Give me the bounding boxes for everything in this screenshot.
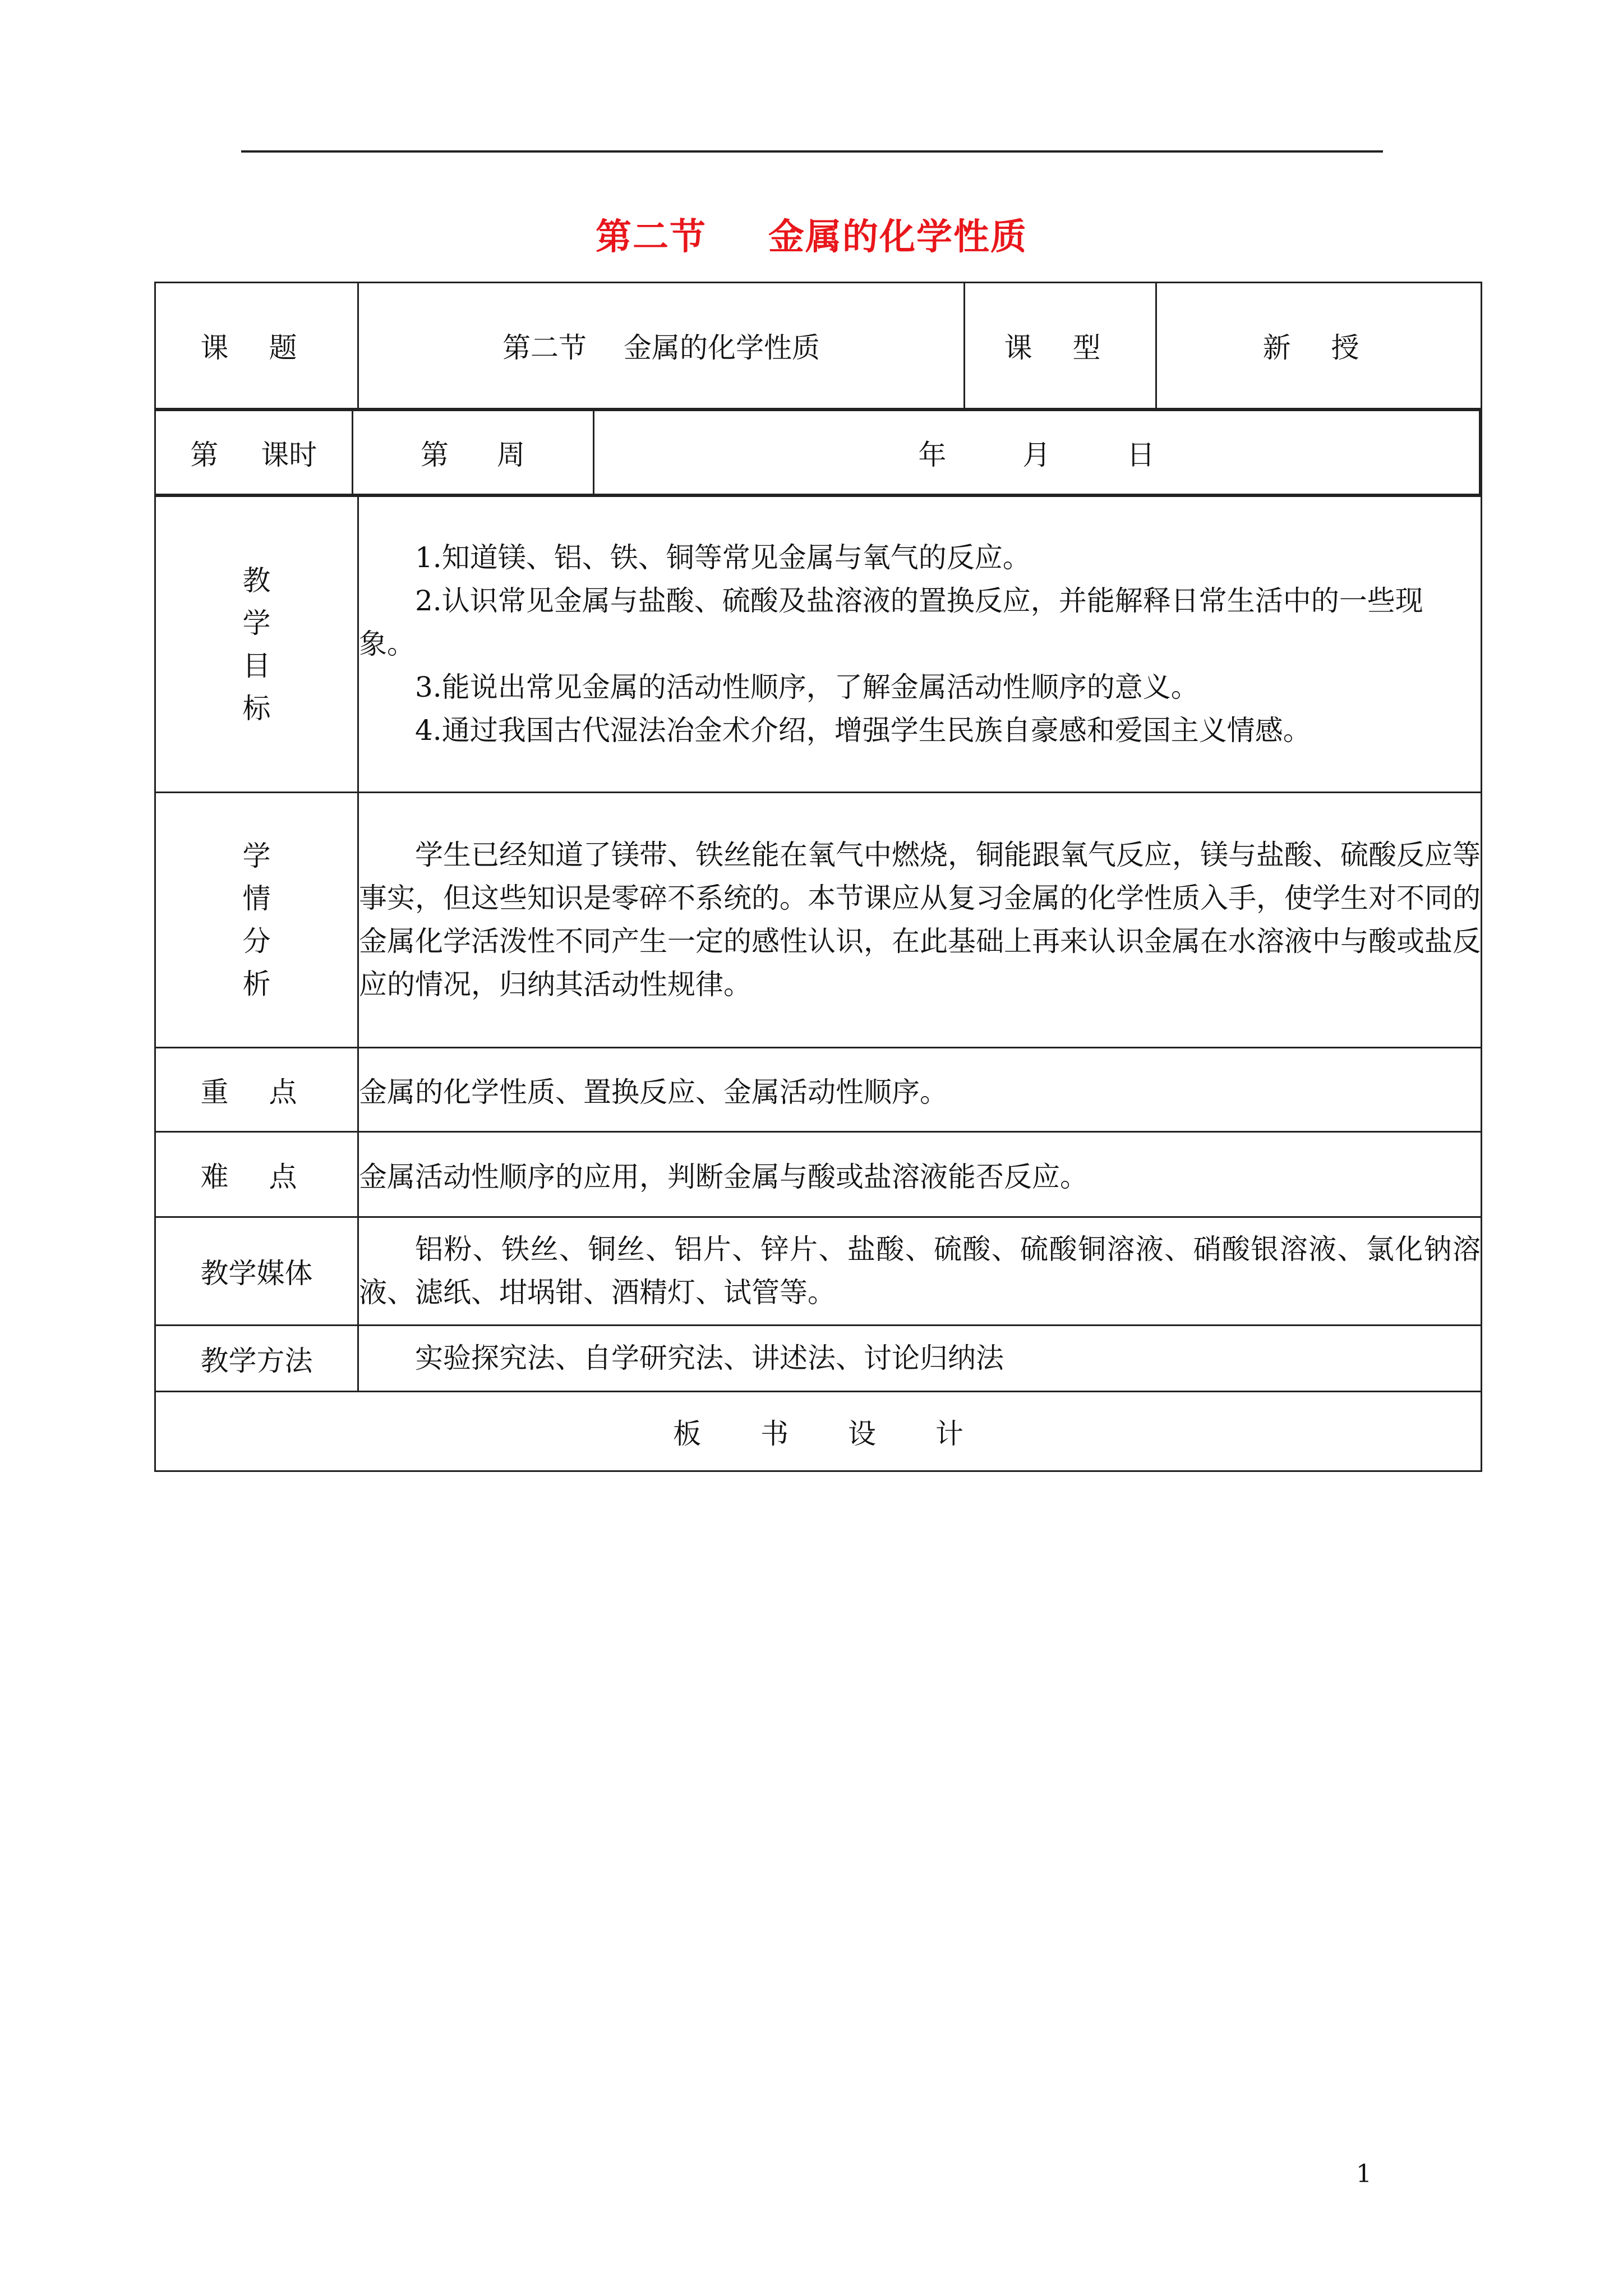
objective-item: 1.知道镁、铝、铁、铜等常见金属与氧气的反应。 [415, 541, 1031, 574]
method-text: 实验探究法、自学研究法、讲述法、讨论归纳法 [415, 1342, 1004, 1374]
header-rule [241, 150, 1383, 153]
row-objectives [155, 496, 1482, 793]
row-key-point [155, 1048, 1482, 1132]
row-difficulty [155, 1132, 1482, 1217]
lesson-type-label: 课 型 [965, 283, 1156, 409]
lesson-type-value: 新 授 [1156, 283, 1482, 409]
row-topic [155, 283, 1482, 409]
analysis-content [358, 793, 1482, 1048]
topic-value: 第二节 金属的化学性质 [358, 283, 965, 409]
schedule-inner [156, 409, 1481, 495]
board-design-label: 板 书 设 计 [155, 1392, 1482, 1471]
title-section: 第二节 [596, 216, 707, 258]
objective-item: 2.认识常见金属与盐酸、硫酸及盐溶液的置换反应，并能解释日常生活中的一些现 [415, 585, 1423, 617]
key-point-text: 金属的化学性质、置换反应、金属活动性顺序。 [358, 1048, 1482, 1132]
analysis-text: 学生已经知道了镁带、铁丝能在氧气中燃烧，铜能跟氧气反应，镁与盐酸、硫酸反应等事实，但这些知识是零碎不系统的。本节课应从复习金属的化学性质入手，使学生对不同的金属化学活泼性不同产生一定的感性认识，在此基础上再来认识金属在水溶液中与酸或盐反应的情况，归纳其活动性规律。 [359, 839, 1481, 1001]
method-content [358, 1326, 1482, 1392]
media-label: 教学媒体 [155, 1217, 358, 1326]
objective-item: 3.能说出常见金属的活动性顺序，了解金属活动性顺序的意义。 [415, 671, 1199, 703]
objectives-content [358, 496, 1482, 793]
analysis-label: 学 情 分 析 [155, 793, 358, 1048]
objective-item: 4.通过我国古代湿法冶金术介绍，增强学生民族自豪感和爱国主义情感。 [415, 714, 1311, 747]
media-text: 铝粉、铁丝、铜丝、铝片、锌片、盐酸、硫酸、硫酸铜溶液、硝酸银溶液、氯化钠溶液、滤纸、坩埚钳、酒精灯、试管等。 [359, 1233, 1481, 1309]
title-topic: 金属的化学性质 [768, 216, 1027, 258]
document-title [0, 212, 1623, 263]
key-point-label: 重 点 [155, 1048, 358, 1132]
week-number: 第 周 [352, 411, 593, 495]
row-media [155, 1217, 1482, 1326]
row-schedule [155, 409, 1482, 496]
media-content [358, 1217, 1482, 1326]
topic-label: 课 题 [155, 283, 358, 409]
difficulty-label: 难 点 [155, 1132, 358, 1217]
objective-item: 象。 [359, 628, 415, 660]
date-field: 年 月 日 [593, 411, 1480, 495]
lesson-number: 第 课时 [156, 411, 352, 495]
objectives-label: 教 学 目 标 [155, 496, 358, 793]
row-board [155, 1392, 1482, 1471]
row-analysis [155, 793, 1482, 1048]
method-label: 教学方法 [155, 1326, 358, 1392]
difficulty-text: 金属活动性顺序的应用，判断金属与酸或盐溶液能否反应。 [358, 1132, 1482, 1217]
row-method [155, 1326, 1482, 1392]
page-number: 1 [1356, 2160, 1372, 2188]
lesson-plan-table [154, 282, 1482, 1472]
